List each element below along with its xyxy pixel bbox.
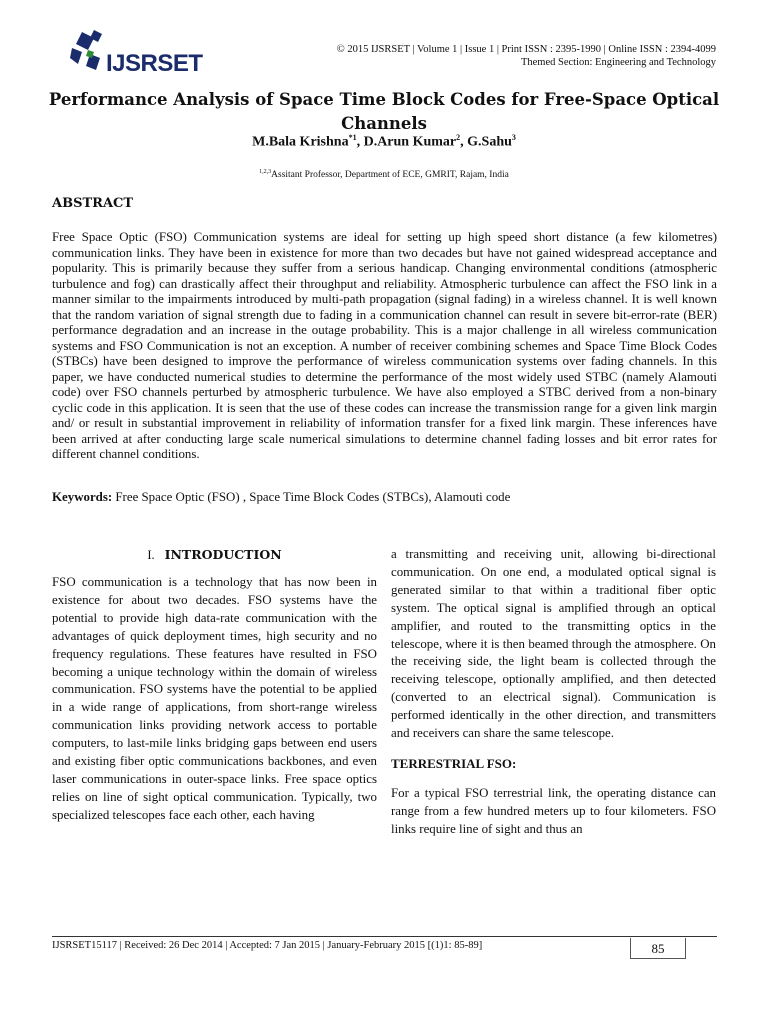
- themed-section-line: Themed Section: Engineering and Technology: [520, 57, 716, 68]
- journal-header-info: [337, 43, 716, 69]
- keywords: [52, 490, 717, 505]
- paper-title-line-2: Channels: [341, 114, 427, 133]
- author-sup: *1: [348, 133, 357, 142]
- paper-title-line-1: Performance Analysis of Space Time Block Codes for Free-Space Optical: [48, 90, 720, 109]
- left-column: [52, 546, 377, 825]
- author-list: M.Bala Krishna$^{*1}$, D.Arun Kumar$^2$, G.Sahu$^3$: [252, 133, 516, 150]
- subsection-heading-terrestrial-fso: TERRESTRIAL FSO:: [391, 755, 517, 771]
- affiliation-text: Assitant Professor, Department of ECE, GMRIT, Rajam, India: [271, 170, 509, 181]
- journal-logo: [68, 28, 208, 78]
- author-sup: 2: [456, 133, 461, 142]
- author-sup: 3: [511, 133, 516, 142]
- section-heading-introduction: [52, 546, 377, 564]
- footer-divider: [52, 936, 717, 937]
- footer-citation: IJSRSET15117 | Received: 26 Dec 2014 | Accepted: 7 Jan 2015 | January-February 2015 [(1)1: 85-89]: [52, 940, 483, 951]
- affiliation: [0, 169, 768, 180]
- section-title: INTRODUCTION: [164, 547, 282, 562]
- right-column: [391, 546, 716, 839]
- author-name: D.Arun Kumar: [363, 134, 457, 150]
- author-name: M.Bala Krishna: [252, 134, 349, 150]
- section-number: I.: [147, 548, 155, 562]
- author-name: G.Sahu: [467, 134, 512, 150]
- keywords-text: Free Space Optic (FSO) , Space Time Block Codes (STBCs), Alamouti code: [115, 490, 511, 504]
- intro-paragraph: FSO communication is a technology that has now been in existence for about two decades. FSO systems have the potential to provide high data-rate communication with the advantages of quick deployment times, high security and no frequency regulations. These features have resulted in FSO becoming a unique technology within the domain of wireless communication. FSO systems have the potential to be applied in a wide range of applications, from short-range wireless communication links providing network access to portable computers, to last-mile links bridging gaps between end users and existing fiber optic communications backbones, and even laser communications in outer-space links. Free space optics relies on line of sight optical communication. Typically, two specialized telescopes face each other, each having: [52, 575, 377, 822]
- affiliation-sup: 1,2,3: [259, 169, 272, 175]
- abstract-heading: ABSTRACT: [52, 196, 134, 211]
- abstract-text: Free Space Optic (FSO) Communication systems are ideal for setting up high speed short distance (a few kilometres) communication links. They have been in existence for more than two decades but have not gained widespread acceptance and popularity. This is primarily because they suffer from a serious handicap. Changing environmental conditions (atmospheric turbulence and fog) can drastically affect their throughput and reliability. Atmospheric turbulence can affect the FSO link in a manner similar to the impairments introduced by multi-path propagation (signal fading) in a wireless channel. It is well known that the random variation of signal strength due to fading in a communication channel can result in severe bit-error-rate (BER) performance degradation and an increase in the outage probability. This is a major challenge in all wireless communication systems and FSO Communication is not an exception. A number of receiver combining schemes and Space Time Block Codes (STBCs) have been designed to improve the performance of wireless communication systems over fading channels. In this paper, we have conducted numerical studies to determine the performance of the most widely used STBC (namely Alamouti code) over FSO channels perturbed by atmospheric turbulence. We have also employed a STBC derived from a non-binary cyclic code in this application. It is seen that the use of these codes can increase the transmission range for a given link margin and/ or result in substantial improvement in reliability of information transfer for a fixed link margin. These inferences have been arrived at after conducting large scale numerical simulations to determine channel fading losses and bit error rates for different channel conditions.: [52, 230, 717, 461]
- keywords-label: Keywords:: [52, 490, 113, 504]
- logo-text: IJSRSET: [106, 50, 203, 77]
- issn-line: © 2015 IJSRSET | Volume 1 | Issue 1 | Print ISSN : 2395-1990 | Online ISSN : 2394-4099: [336, 44, 716, 55]
- paper-title: [40, 88, 728, 136]
- page-number: 85: [630, 938, 686, 959]
- intro-paragraph-continued: a transmitting and receiving unit, allowing bi-directional communication. On one end, a modulated optical signal is generated similar to that within a traditional fiber optic system. The optical signal is amplified through an optical amplifier, and routed to the transmitting optics in the telescope, where it is then beamed through the atmosphere. On the receiving side, the light beam is collected through the receiving telescope, optionally amplified, and then detected (converted to an electrical signal). Communication is performed identically in the other direction, and transmitters and receivers can share the same telescope.: [391, 547, 716, 741]
- terrestrial-paragraph: For a typical FSO terrestrial link, the operating distance can range from a few hundred meters up to four kilometers. FSO links require line of sight and thus an: [391, 785, 716, 836]
